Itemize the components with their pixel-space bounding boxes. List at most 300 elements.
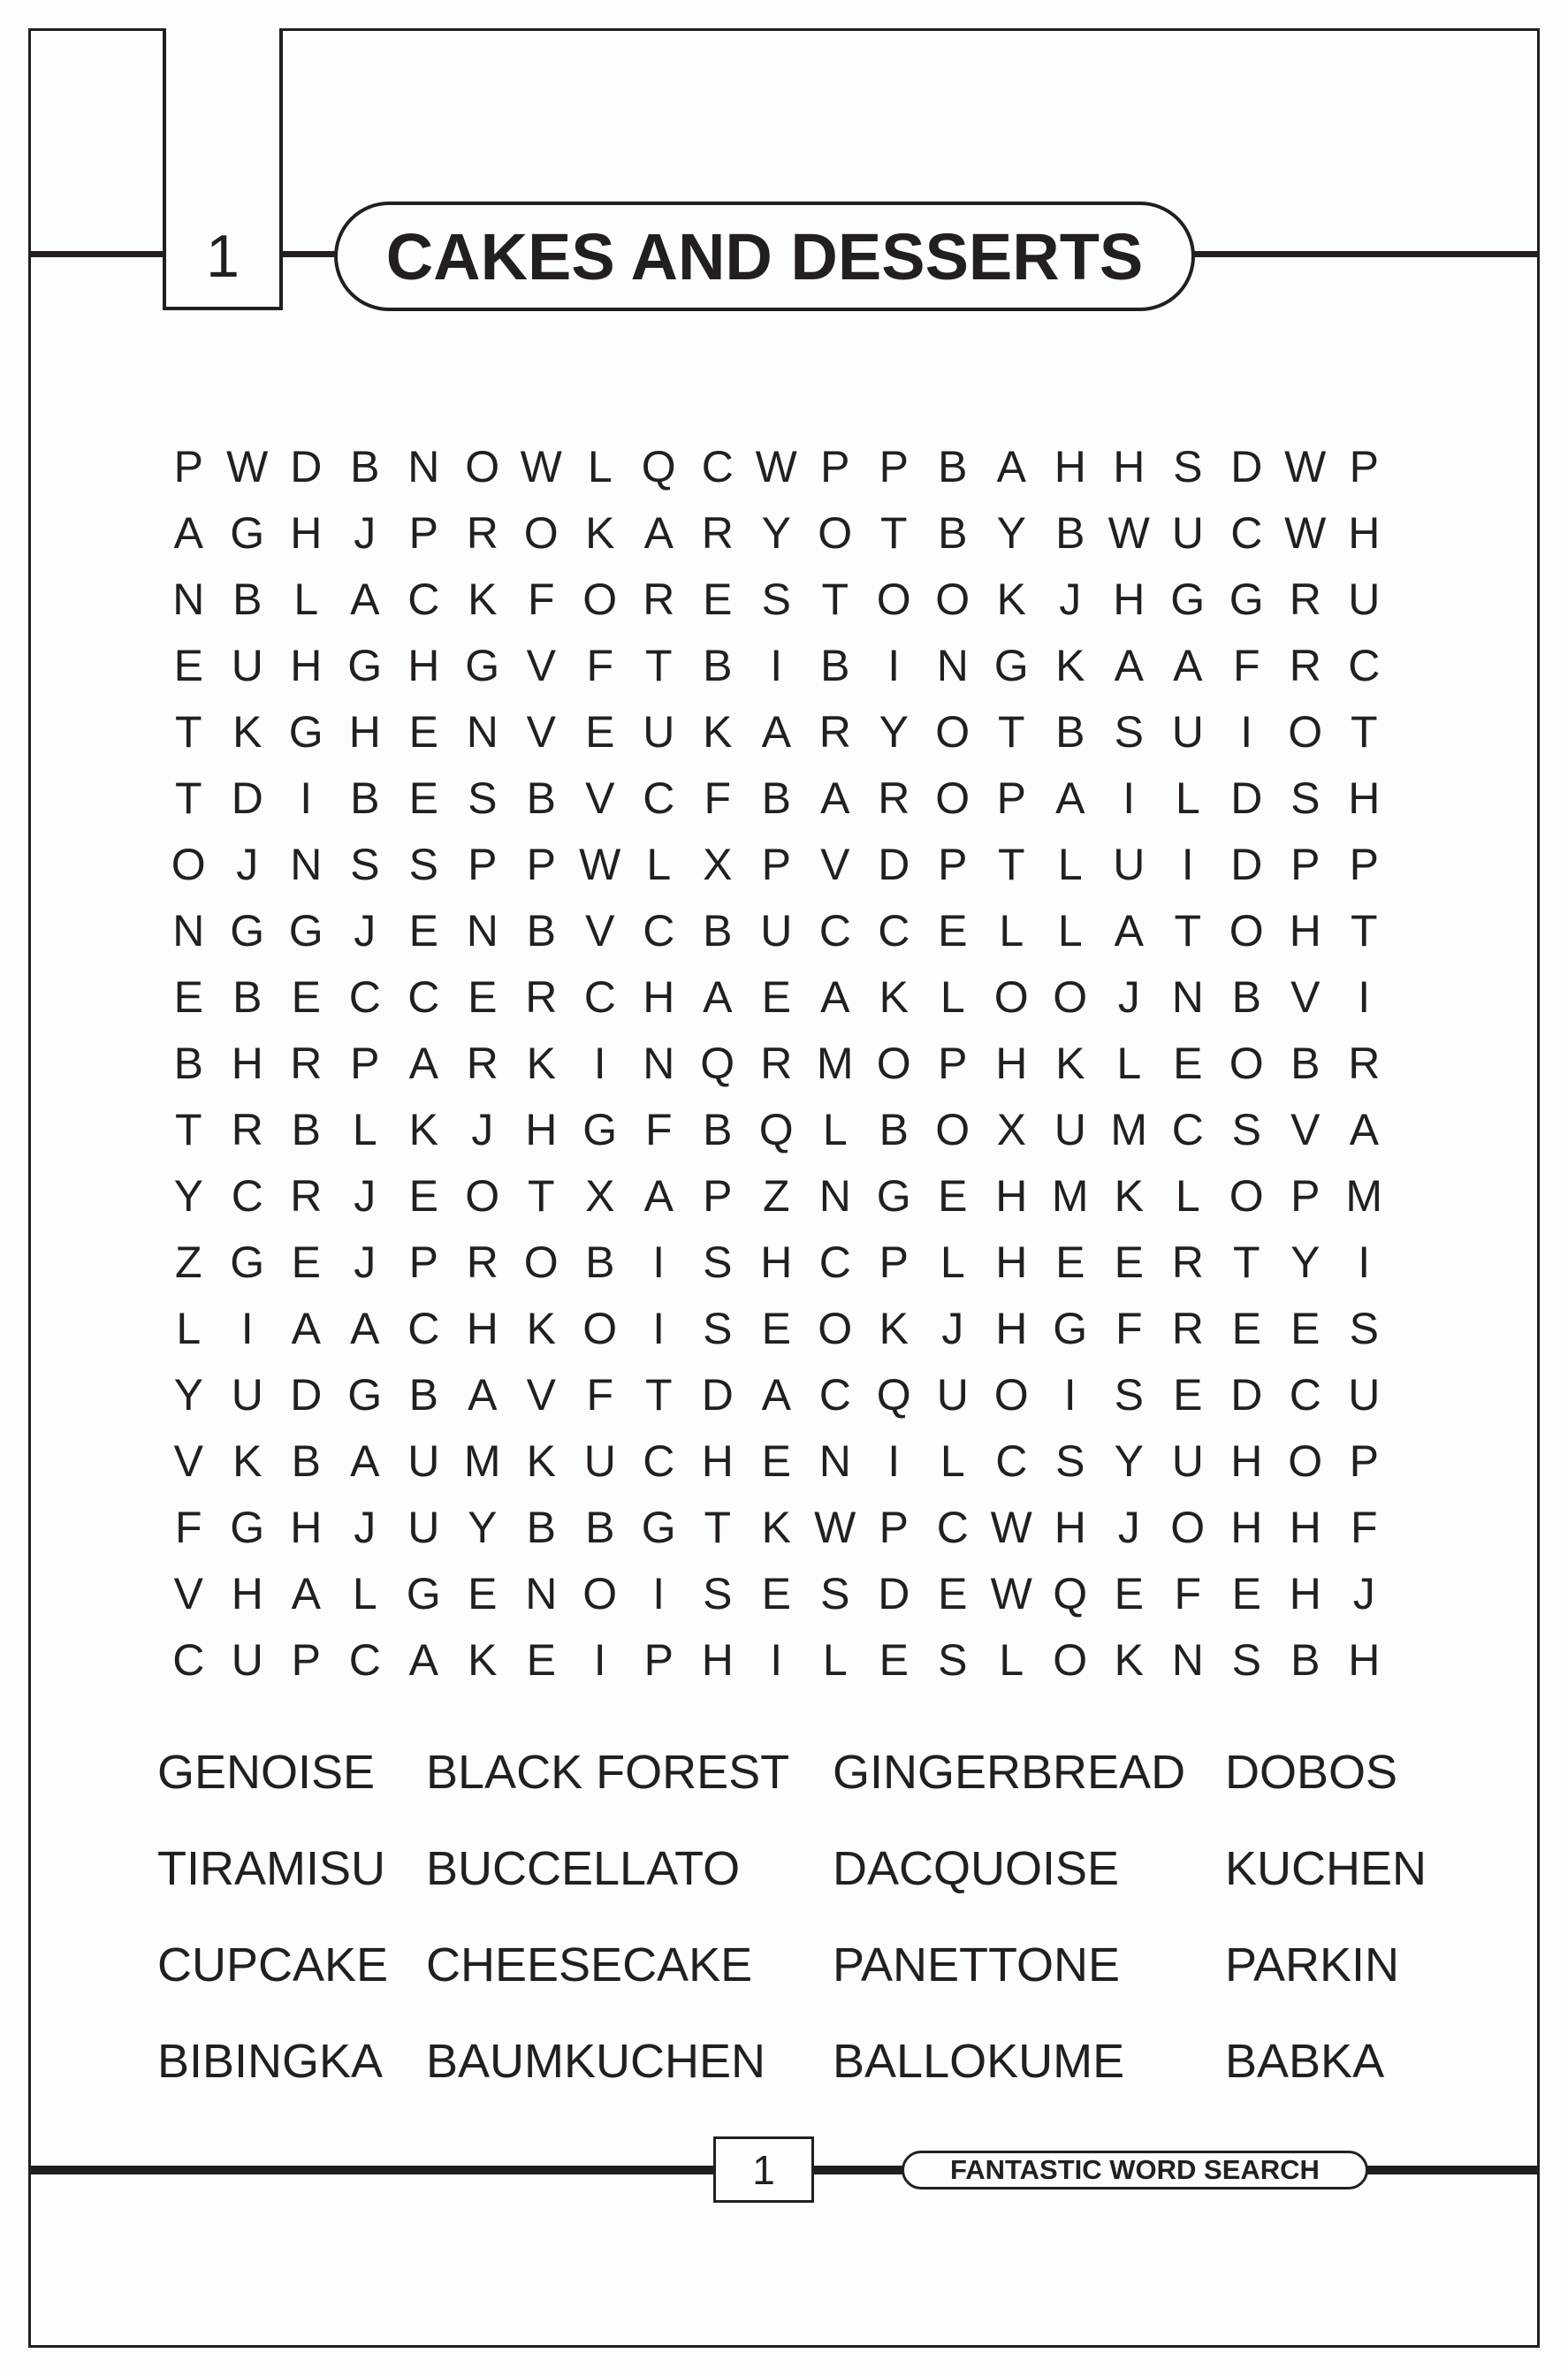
grid-letter: U [583,1436,616,1486]
word-list [157,1724,1501,2109]
grid-letter: E [1114,1237,1144,1287]
grid-letter: T [821,574,849,624]
grid-letter: P [526,839,556,889]
grid-letter: B [232,574,263,624]
grid-letter: A [468,1369,498,1420]
grid-letter: P [703,1170,733,1221]
grid-letter: B [173,1038,203,1088]
grid-letter: N [525,1568,558,1618]
grid-row [159,1361,1394,1428]
grid-letter: J [471,1104,494,1154]
grid-letter: W [755,441,797,491]
grid-letter: T [704,1502,732,1552]
grid-letter: K [1055,640,1085,690]
grid-letter: P [1349,1436,1379,1486]
grid-letter: W [1284,441,1327,491]
grid-letter: E [408,706,438,757]
grid-letter: H [231,1038,263,1088]
grid-letter: H [1113,441,1146,491]
grid-letter: P [291,1634,321,1685]
grid-letter: K [703,706,733,757]
grid-letter: P [820,441,850,491]
grid-letter: F [1174,1568,1202,1618]
grid-letter: M [1051,1170,1089,1221]
grid-letter: C [172,1634,205,1685]
grid-letter: U [231,1634,263,1685]
grid-letter: I [770,640,783,690]
grid-row [159,1295,1394,1361]
grid-letter: L [352,1568,377,1618]
grid-letter: F [1350,1502,1378,1552]
grid-letter: P [408,1237,438,1287]
word-list-item: BIBINGKA [157,2034,384,2088]
grid-letter: K [1055,1038,1085,1088]
word-list-item: CUPCAKE [157,1938,389,1991]
grid-letter: L [822,1104,848,1154]
grid-letter: B [526,773,556,823]
grid-letter: X [585,1170,615,1221]
grid-letter: L [822,1634,848,1685]
grid-letter: B [1055,507,1085,558]
grid-letter: H [407,640,440,690]
grid-letter: E [1290,1303,1321,1353]
grid-letter: P [468,839,498,889]
grid-row [159,1560,1394,1626]
grid-letter: R [1289,640,1321,690]
grid-letter: S [1055,1436,1085,1486]
grid-letter: V [1290,971,1321,1022]
grid-letter: O [876,1038,911,1088]
grid-letter: Q [700,1038,735,1088]
grid-letter: O [935,706,970,757]
grid-letter: K [232,1436,263,1486]
grid-letter: B [1231,971,1261,1022]
grid-letter: G [230,1237,265,1287]
grid-letter: A [820,971,850,1022]
grid-letter: I [1181,839,1194,889]
grid-letter: L [999,905,1024,956]
grid-letter: F [644,1104,673,1154]
grid-letter: T [1174,905,1202,956]
grid-letter: E [173,971,203,1022]
grid-letter: H [231,1568,263,1618]
grid-letter: B [761,773,791,823]
grid-letter: S [703,1568,733,1618]
grid-letter: K [468,574,498,624]
grid-letter: R [643,574,675,624]
grid-row [159,1030,1394,1096]
grid-letter: E [761,1568,791,1618]
grid-letter: Z [762,1170,790,1221]
grid-letter: B [232,971,263,1022]
grid-letter: T [1232,1237,1260,1287]
word-list-item: DACQUOISE [833,1841,1120,1895]
grid-letter: T [644,640,673,690]
grid-letter: A [820,773,850,823]
grid-letter: I [240,1303,254,1353]
grid-letter: S [1349,1303,1379,1353]
grid-letter: B [703,640,733,690]
grid-letter: V [585,773,615,823]
grid-letter: J [941,1303,964,1353]
grid-letter: P [879,1502,909,1552]
grid-letter: E [173,640,203,690]
grid-letter: J [1117,971,1140,1022]
grid-letter: A [350,1303,380,1353]
grid-letter: X [703,839,733,889]
grid-letter: R [290,1170,323,1221]
grid-letter: A [643,507,674,558]
grid-letter: N [172,574,205,624]
grid-letter: O [935,574,970,624]
grid-letter: V [585,905,615,956]
grid-letter: T [527,1170,555,1221]
grid-letter: V [526,640,556,690]
grid-letter: S [1114,1369,1144,1420]
grid-letter: N [407,441,440,491]
grid-letter: T [1350,706,1378,757]
word-list-item: GENOISE [157,1745,376,1799]
grid-row [159,831,1394,897]
grid-letter: T [174,1104,202,1154]
grid-letter: G [347,1369,383,1420]
grid-letter: A [996,441,1026,491]
grid-letter: A [173,507,203,558]
grid-letter: B [1290,1038,1321,1088]
grid-letter: U [407,1436,440,1486]
grid-letter: N [172,905,205,956]
grid-letter: P [1349,441,1379,491]
word-list-item: CHEESECAKE [426,1938,753,1991]
page-title: CAKES AND DESSERTS [385,219,1144,293]
grid-letter: H [525,1104,558,1154]
grid-letter: P [879,441,909,491]
grid-row [159,566,1394,632]
grid-letter: H [1289,1502,1321,1552]
grid-letter: C [818,905,851,956]
grid-letter: C [643,773,675,823]
grid-letter: C [407,971,440,1022]
grid-letter: P [408,507,438,558]
grid-letter: H [995,1237,1028,1287]
grid-letter: L [940,1436,965,1486]
grid-letter: D [290,441,323,491]
grid-letter: K [879,1303,909,1353]
grid-letter: H [1054,441,1086,491]
grid-letter: T [997,839,1025,889]
grid-letter: Q [876,1369,911,1420]
grid-letter: B [350,441,380,491]
grid-letter: O [582,1568,618,1618]
grid-letter: U [1054,1104,1086,1154]
grid-letter: D [231,773,263,823]
grid-row [159,765,1394,831]
grid-row [159,963,1394,1030]
grid-letter: B [291,1436,321,1486]
grid-letter: U [1348,574,1381,624]
grid-letter: V [173,1436,203,1486]
grid-letter: G [230,905,265,956]
grid-row [159,1229,1394,1295]
grid-letter: A [1114,640,1144,690]
grid-letter: C [995,1436,1028,1486]
grid-letter: P [350,1038,380,1088]
grid-letter: P [643,1634,674,1685]
grid-letter: O [465,441,500,491]
grid-letter: C [1348,640,1381,690]
grid-letter: E [408,905,438,956]
grid-letter: J [1352,1568,1375,1618]
grid-letter: U [1171,706,1204,757]
grid-letter: H [995,1170,1028,1221]
grid-letter: S [468,773,498,823]
grid-letter: I [652,1237,666,1287]
grid-letter: O [465,1170,500,1221]
grid-letter: H [466,1303,499,1353]
grid-letter: P [938,1038,968,1088]
grid-letter: G [876,1170,911,1221]
grid-letter: J [1117,1502,1140,1552]
grid-letter: I [652,1568,666,1618]
grid-letter: H [290,1502,323,1552]
grid-letter: B [408,1369,438,1420]
grid-letter: K [585,507,615,558]
grid-row [159,499,1394,566]
grid-letter: K [996,574,1026,624]
grid-letter: O [818,507,853,558]
word-list-row [157,1820,1501,1916]
grid-letter: K [879,971,909,1022]
grid-letter: Q [758,1104,794,1154]
grid-letter: S [703,1237,733,1287]
grid-letter: C [1289,1369,1321,1420]
grid-letter: E [1231,1303,1261,1353]
grid-letter: N [290,839,323,889]
word-list-item: BALLOKUME [833,2034,1125,2088]
grid-letter: X [996,1104,1026,1154]
grid-letter: L [587,441,613,491]
grid-letter: A [1173,640,1203,690]
grid-letter: E [761,1303,791,1353]
grid-letter: O [1229,1038,1264,1088]
grid-letter: H [290,507,323,558]
grid-letter: S [761,574,791,624]
grid-letter: L [999,1634,1024,1685]
grid-letter: O [1053,1634,1088,1685]
grid-letter: E [1173,1038,1203,1088]
grid-letter: B [703,1104,733,1154]
grid-letter: B [526,905,556,956]
grid-letter: J [1059,574,1082,624]
grid-letter: D [878,1568,910,1618]
grid-letter: C [701,441,734,491]
grid-letter: H [760,1237,793,1287]
grid-letter: D [878,839,910,889]
grid-letter: H [1054,1502,1086,1552]
grid-letter: L [176,1303,202,1353]
grid-letter: B [938,507,968,558]
grid-letter: N [1171,971,1204,1022]
grid-letter: L [646,839,672,889]
grid-letter: R [466,1237,499,1287]
grid-letter: O [1053,971,1088,1022]
grid-letter: I [1123,773,1136,823]
grid-letter: E [1173,1369,1203,1420]
grid-letter: N [466,706,499,757]
footer-page-number: 1 [713,2136,814,2203]
grid-letter: N [818,1436,851,1486]
grid-letter: D [290,1369,323,1420]
grid-letter: L [1057,839,1083,889]
grid-letter: I [1240,706,1253,757]
grid-letter: W [1284,507,1327,558]
grid-letter: R [525,971,558,1022]
word-list-item: BUCCELLATO [426,1841,741,1895]
grid-letter: G [347,640,383,690]
grid-letter: I [770,1634,783,1685]
grid-letter: A [350,1436,380,1486]
grid-letter: C [348,1634,381,1685]
grid-letter: A [291,1568,321,1618]
grid-letter: E [526,1634,556,1685]
grid-letter: A [643,1170,674,1221]
grid-letter: B [585,1502,615,1552]
grid-letter: I [593,1634,606,1685]
grid-letter: B [585,1237,615,1287]
word-list-item: TIRAMISU [157,1841,386,1895]
grid-letter: R [818,706,851,757]
grid-letter: P [879,1237,909,1287]
grid-letter: I [887,1436,901,1486]
grid-letter: E [761,1436,791,1486]
grid-letter: V [526,1369,556,1420]
grid-letter: D [1230,1369,1263,1420]
footer-book-title: FANTASTIC WORD SEARCH [902,2151,1368,2189]
grid-letter: B [820,640,850,690]
grid-letter: H [643,971,675,1022]
grid-letter: P [996,773,1026,823]
grid-letter: U [760,905,793,956]
word-list-item: BAUMKUCHEN [426,2034,766,2088]
grid-letter: U [1113,839,1146,889]
grid-letter: R [760,1038,793,1088]
grid-letter: I [1358,971,1371,1022]
word-list-item: PARKIN [1225,1938,1400,1991]
grid-letter: Y [173,1170,203,1221]
grid-letter: W [226,441,269,491]
grid-letter: H [1113,574,1146,624]
grid-letter: L [940,971,965,1022]
grid-letter: O [582,574,618,624]
grid-letter: I [593,1038,606,1088]
grid-letter: A [761,1369,791,1420]
grid-letter: Y [996,507,1026,558]
grid-letter: G [230,507,265,558]
grid-letter: U [1171,1436,1204,1486]
puzzle-number: 1 [206,223,240,290]
grid-letter: U [231,1369,263,1420]
grid-letter: F [527,574,555,624]
grid-letter: J [236,839,259,889]
grid-letter: V [820,839,850,889]
grid-letter: S [938,1634,968,1685]
grid-letter: Y [1114,1436,1144,1486]
grid-letter: P [173,441,203,491]
grid-letter: L [293,574,319,624]
grid-letter: A [408,1038,438,1088]
grid-letter: C [583,971,616,1022]
grid-letter: C [407,1303,440,1353]
grid-letter: J [354,1170,377,1221]
grid-letter: N [818,1170,851,1221]
grid-letter: G [582,1104,618,1154]
grid-letter: K [232,706,263,757]
grid-letter: O [935,1104,970,1154]
grid-letter: S [1231,1104,1261,1154]
grid-letter: O [935,773,970,823]
grid-letter: J [354,1237,377,1287]
grid-letter: U [407,1502,440,1552]
grid-row [159,1428,1394,1494]
grid-letter: O [523,1237,559,1287]
grid-letter: U [1348,1369,1381,1420]
grid-letter: U [231,640,263,690]
grid-letter: R [1348,1038,1381,1088]
grid-letter: E [938,905,968,956]
grid-letter: S [820,1568,850,1618]
grid-letter: H [1348,1634,1381,1685]
grid-letter: I [652,1303,666,1353]
grid-letter: S [1290,773,1321,823]
grid-letter: D [701,1369,734,1420]
grid-letter: L [1175,1170,1200,1221]
grid-letter: S [703,1303,733,1353]
grid-letter: O [582,1303,618,1353]
grid-letter: A [1349,1104,1379,1154]
grid-letter: G [1053,1303,1088,1353]
grid-letter: N [936,640,969,690]
grid-letter: T [644,1369,673,1420]
grid-letter: F [1115,1303,1143,1353]
grid-letter: T [1350,905,1378,956]
grid-letter: C [1171,1104,1204,1154]
grid-letter: J [354,905,377,956]
grid-row [159,1162,1394,1229]
grid-letter: A [291,1303,321,1353]
grid-letter: E [408,1170,438,1221]
grid-letter: L [940,1237,965,1287]
grid-letter: E [1231,1568,1261,1618]
grid-letter: T [174,706,202,757]
grid-letter: B [879,1104,909,1154]
grid-letter: S [408,839,438,889]
grid-letter: E [468,971,498,1022]
grid-letter: B [291,1104,321,1154]
grid-letter: R [290,1038,323,1088]
grid-letter: S [1231,1634,1261,1685]
grid-letter: A [1055,773,1085,823]
grid-letter: W [990,1502,1032,1552]
grid-letter: J [354,1502,377,1552]
grid-letter: O [876,574,911,624]
grid-letter: E [938,1568,968,1618]
word-list-item: PANETTONE [833,1938,1121,1991]
grid-row [159,433,1394,499]
grid-letter: O [993,1369,1029,1420]
grid-letter: F [704,773,732,823]
word-list-row [157,1724,1501,1820]
grid-letter: M [1110,1104,1148,1154]
